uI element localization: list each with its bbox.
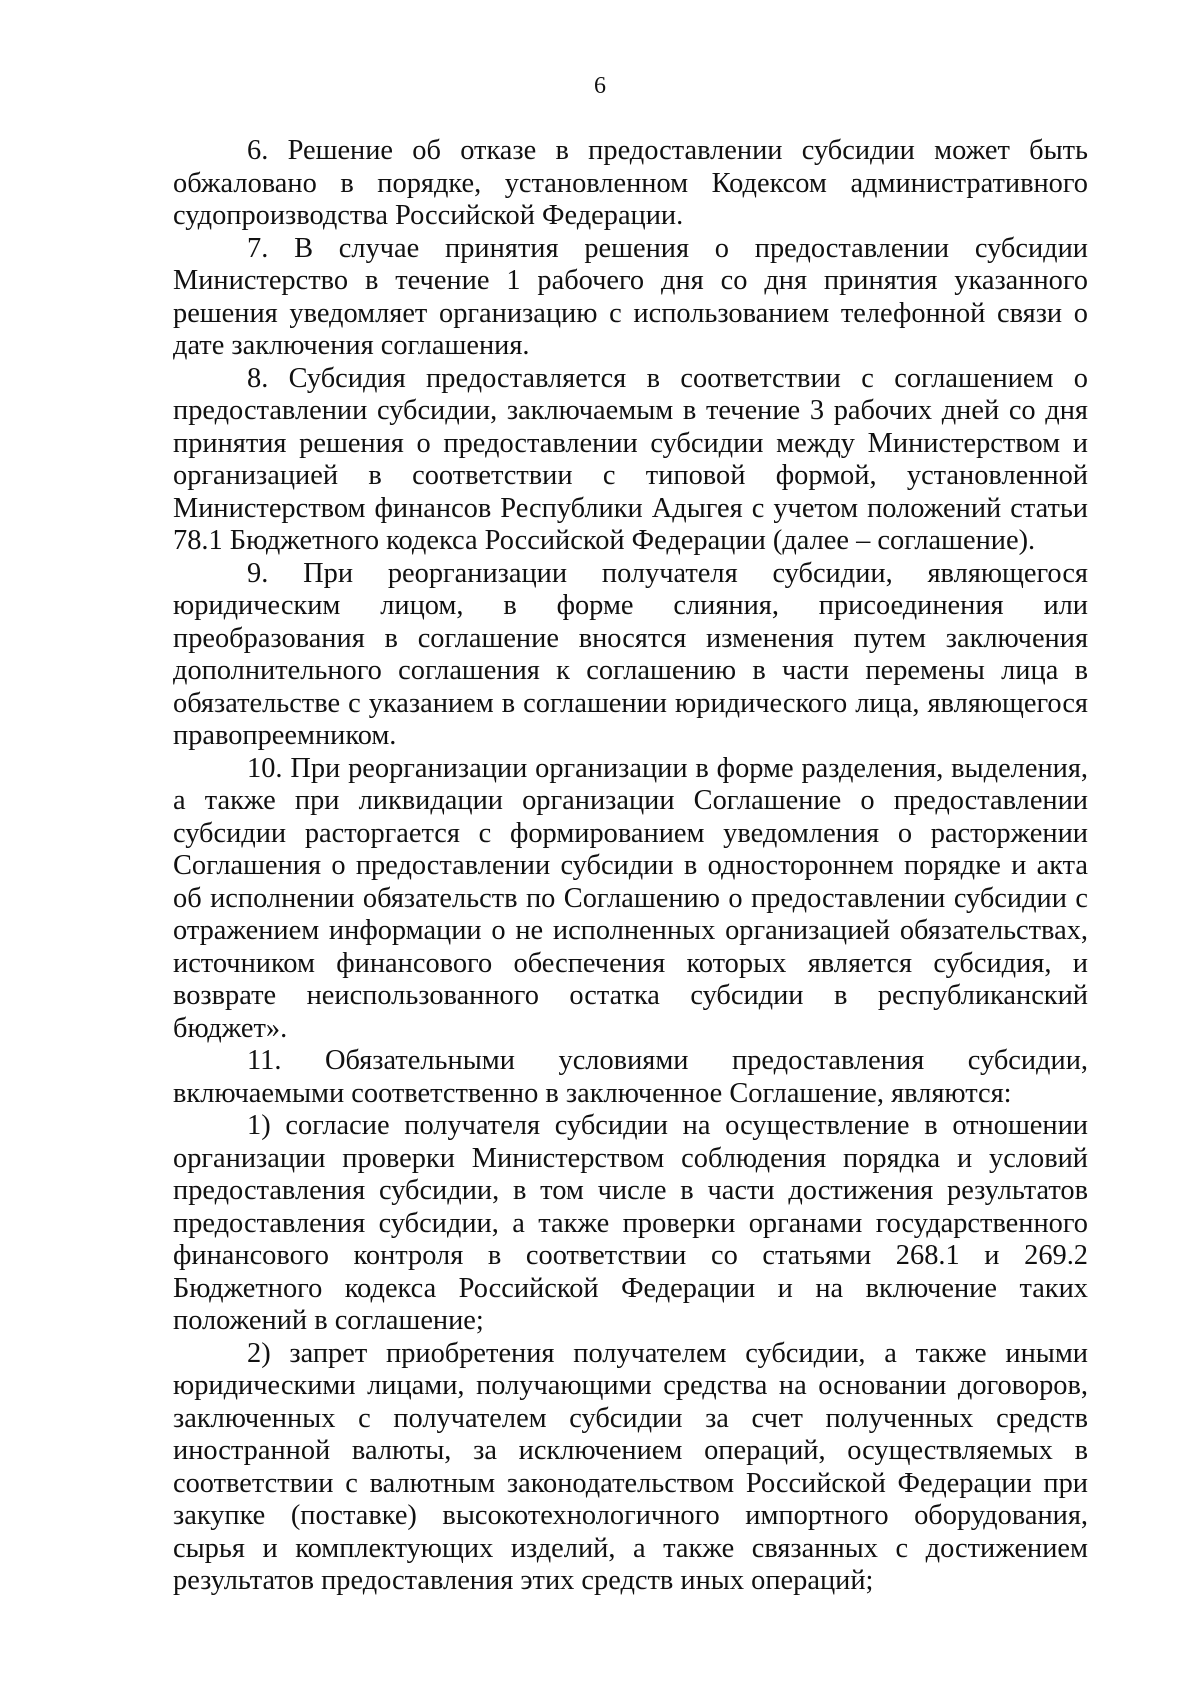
subitem-1: 1) согласие получателя субсидии на осуществление в отношении организации проверки Министерством соблюдения порядка и условий предоставления субсидии, в том числе в части достижения результатов предоставления субсидии, а также проверки органами государственного финансового контроля в соответствии со статьями 268.1 и 269.2 Бюджетного кодекса Российской Федерации и на включение таких положений в соглашение; xyxy=(173,1110,1088,1336)
paragraph-9: 9. При реорганизации получателя субсидии, являющегося юридическим лицом, в форме слияния, присоединения или преобразования в соглашение вносятся изменения путем заключения дополнительного соглашения к соглашению в части перемены лица в обязательстве с указанием в соглашении юридического лица, являющегося правопреемником. xyxy=(173,557,1088,751)
page-number: 6 xyxy=(594,73,606,99)
paragraph-8: 8. Субсидия предоставляется в соответствии с соглашением о предоставлении субсидии, заключаемым в течение 3 рабочих дней со дня принятия решения о предоставлении субсидии между Министерством и организацией в соответствии с типовой формой, установленной Министерством финансов Республики Адыгея с учетом положений статьи 78.1 Бюджетного кодекса Российской Федерации (далее – соглашение). xyxy=(173,362,1088,556)
paragraph-10: 10. При реорганизации организации в форме разделения, выделения, а также при ликвидации организации Соглашение о предоставлении субсидии расторгается с формированием уведомления о расторжении Соглашения о предоставлении субсидии в одностороннем порядке и акта об исполнении обязательств по Соглашению о предоставлении субсидии с отражением информации о не исполненных организацией обязательствах, источником финансового обеспечения которых является субсидия, и возврате неиспользованного остатка субсидии в республиканский бюджет». xyxy=(173,752,1088,1044)
paragraph-6: 6. Решение об отказе в предоставлении субсидии может быть обжаловано в порядке, установленном Кодексом административного судопроизводства Российской Федерации. xyxy=(173,135,1088,231)
paragraph-7: 7. В случае принятия решения о предоставлении субсидии Министерство в течение 1 рабочего дня со дня принятия указанного решения уведомляет организацию с использованием телефонной связи о дате заключения соглашения. xyxy=(173,232,1088,361)
paragraph-11: 11. Обязательными условиями предоставления субсидии, включаемыми соответственно в заключенное Соглашение, являются: xyxy=(173,1045,1088,1109)
subitem-2: 2) запрет приобретения получателем субсидии, а также иными юридическими лицами, получающими средства на основании договоров, заключенных с получателем субсидии за счет полученных средств иностранной валюты, за исключением операций, осуществляемых в соответствии с валютным законодательством Российской Федерации при закупке (поставке) высокотехнологичного импортного оборудования, сырья и комплектующих изделий, а также связанных с достижением результатов предоставления этих средств иных операций; xyxy=(173,1337,1088,1596)
document-body xyxy=(173,135,1088,1598)
